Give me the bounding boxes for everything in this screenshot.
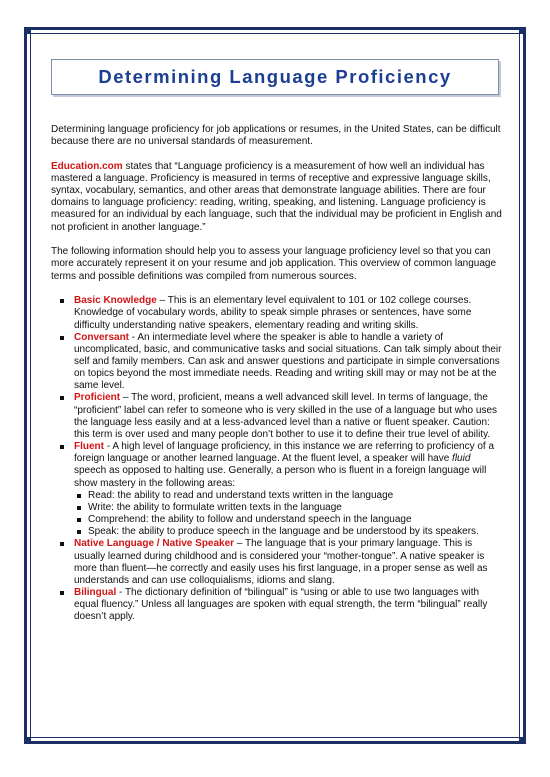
bullet-icon bbox=[60, 396, 64, 400]
border-corner bbox=[24, 737, 31, 744]
list-item bbox=[74, 526, 503, 538]
term-definition: – This is an elementary level equivalent to 101 or 102 college courses. Knowledge of vocabulary words, ability to speak simple phrases or sentences, have some difficulty understanding native speakers, elementary reading and writing skills. bbox=[74, 295, 472, 331]
quote-text: states that “Language proficiency is a measurement of how well an individual has mastered a language. Proficiency is measured in terms of receptive and expressive language skills, syntax, vocabulary, semantics, and other areas that demonstrate language abilities. There are four domains to language proficiency: reading, writing, speaking, and listening. Language proficiency is measured for an individual by each language, such that the individual may be proficient in English and not proficient in another language.” bbox=[51, 160, 502, 233]
page-title: Determining Language Proficiency bbox=[98, 66, 452, 87]
bullet-icon bbox=[60, 542, 64, 546]
list-item bbox=[51, 295, 503, 331]
term-label: Conversant bbox=[74, 331, 130, 343]
term-definition-italic: fluid bbox=[452, 453, 471, 465]
term-label: Fluent bbox=[74, 441, 104, 453]
term-label: Bilingual bbox=[74, 586, 117, 598]
document-body bbox=[51, 124, 503, 623]
list-item bbox=[51, 441, 503, 538]
area-text: Comprehend: the ability to follow and understand speech in the language bbox=[88, 514, 412, 526]
bullet-icon bbox=[60, 299, 64, 303]
bullet-icon bbox=[60, 336, 64, 340]
quote-source: Education.com bbox=[51, 160, 123, 172]
bullet-icon bbox=[77, 518, 81, 522]
overview-paragraph: The following information should help you to assess your language proficiency level so that you can more accurately represent it on your resume and job application. This overview of common language terms and possible definitions was compiled from numerous sources. bbox=[51, 246, 497, 282]
intro-paragraph: Determining language proficiency for job applications or resumes, in the United States, can be difficult because there are no universal standards of measurement. bbox=[51, 124, 501, 148]
term-definition: - The dictionary definition of “bilingual” is “using or able to use two languages with equal fluency.” Unless all languages are spoken with equal strength, the term “bilingual” really doesn’t apply. bbox=[74, 586, 488, 623]
list-item bbox=[51, 587, 503, 623]
list-item bbox=[51, 538, 503, 587]
quote-paragraph bbox=[51, 161, 503, 234]
list-item bbox=[74, 502, 503, 514]
term-definition: speech as opposed to halting use. Generally, a person who is fluent in a foreign language will show mastery in the following areas: bbox=[74, 465, 487, 489]
bullet-icon bbox=[77, 494, 81, 498]
term-label: Proficient bbox=[74, 392, 121, 404]
list-item bbox=[74, 514, 503, 526]
term-definition: – The language that is your primary language. This is usually learned during childhood and is considered your “mother-tongue”. A native speaker is more than fluent—he correctly and easily uses his first language, in a proper sense as well as understands and can use colloquialisms, idioms and slang. bbox=[74, 538, 488, 586]
bullet-icon bbox=[77, 506, 81, 510]
area-text: Speak: the ability to produce speech in the language and be understood by its speakers. bbox=[88, 526, 479, 538]
terms-list bbox=[51, 295, 503, 623]
area-text: Read: the ability to read and understand texts written in the language bbox=[88, 489, 394, 501]
term-definition: – The word, proficient, means a well advanced skill level. In terms of language, the “proficient” label can refer to someone who is very skilled in the use of a language but who uses the language less easily and at a less-advanced level than a native or fluent speaker. Caution: this term is over used and many people don’t bother to use it to define their true level of ability. bbox=[74, 392, 498, 440]
term-label: Native Language / Native Speaker bbox=[74, 538, 235, 550]
area-text: Write: the ability to formulate written texts in the language bbox=[88, 501, 342, 513]
fluent-areas-list bbox=[74, 490, 503, 539]
list-item bbox=[51, 332, 503, 393]
bullet-icon bbox=[60, 445, 64, 449]
term-definition: - An intermediate level where the speaker is able to handle a variety of uncomplicated, basic, and communicative tasks and social situations. Can talk simply about their self and family members. Can ask and answer questions and participate in simple conversations on topics beyond the most immediate needs. Reading and writing skill may or may not be at the same level. bbox=[74, 331, 502, 392]
border-corner bbox=[24, 27, 31, 34]
bullet-icon bbox=[77, 530, 81, 534]
bullet-icon bbox=[60, 591, 64, 595]
list-item bbox=[74, 490, 503, 502]
border-corner bbox=[519, 737, 526, 744]
border-corner bbox=[519, 27, 526, 34]
term-definition: - A high level of language proficiency, in this instance we are referring to proficiency of a foreign language or another learned language. At the fluent level, a speaker will have bbox=[74, 441, 495, 465]
term-label: Basic Knowledge bbox=[74, 295, 157, 307]
title-box bbox=[51, 59, 499, 95]
list-item bbox=[51, 392, 503, 441]
